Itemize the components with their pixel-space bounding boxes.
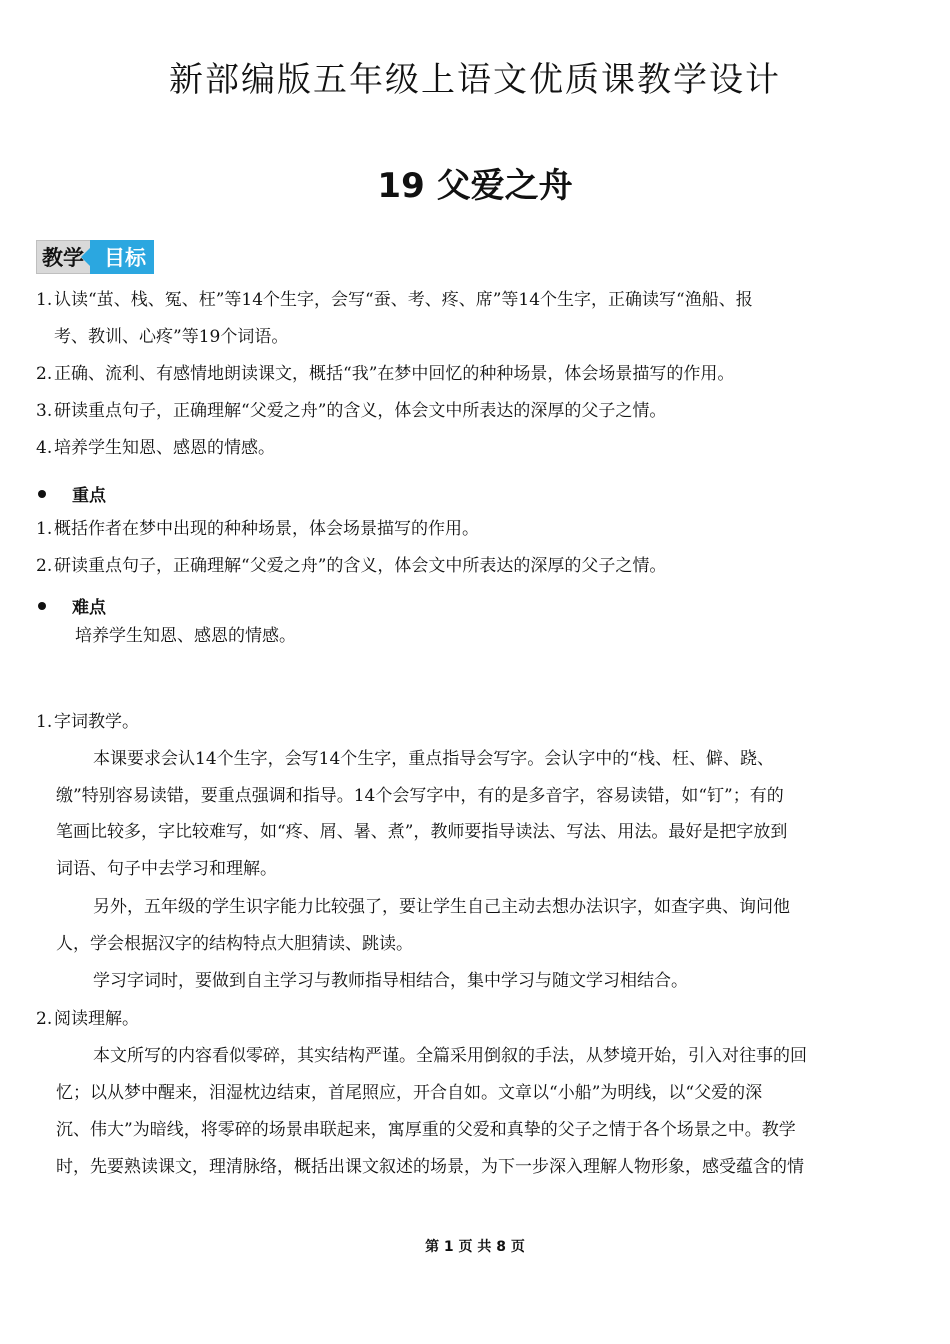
paragraph-line: 本文所写的内容看似零碎，其实结构严谨。全篇采用倒叙的手法，从梦境开始，引入对往事的回 bbox=[93, 1046, 807, 1066]
paragraph-line: 笔画比较多，字比较难写，如“疼、屑、暑、煮”，教师要指导读法、写法、用法。最好是把字放到 bbox=[56, 822, 788, 842]
objective-number: 2. bbox=[36, 364, 53, 384]
paragraph-line: 缴”特别容易读错，要重点强调和指导。14个会写字中，有的是多音字，容易读错，如“钉”；有的 bbox=[56, 786, 784, 806]
page-title: 新部编版五年级上语文优质课教学设计 bbox=[169, 60, 781, 100]
objective-line: 培养学生知恩、感恩的情感。 bbox=[54, 438, 275, 458]
teaching-objectives-badge bbox=[36, 240, 154, 274]
objective-line: 认读“茧、栈、冤、枉”等14个生字，会写“蚕、考、疼、席”等14个生字，正确读写“渔船、报 bbox=[54, 290, 753, 310]
section-number: 1. bbox=[36, 712, 53, 732]
paragraph-line: 人，学会根据汉字的结构特点大胆猜读、跳读。 bbox=[56, 934, 413, 954]
lesson-title: 19 父爱之舟 bbox=[377, 166, 573, 206]
objective-number: 1. bbox=[36, 290, 53, 310]
key-point-text: 研读重点句子，正确理解“父爱之舟”的含义，体会文中所表达的深厚的父子之情。 bbox=[54, 556, 667, 576]
objective-line: 考、教训、心疼”等19个词语。 bbox=[54, 327, 289, 347]
objective-line: 正确、流利、有感情地朗读课文，概括“我”在梦中回忆的种种场景，体会场景描写的作用。 bbox=[54, 364, 735, 384]
paragraph-line: 学习字词时，要做到自主学习与教师指导相结合，集中学习与随文学习相结合。 bbox=[93, 971, 688, 991]
bullet-icon bbox=[38, 602, 46, 610]
key-points-heading bbox=[38, 481, 106, 506]
key-points-label: 重点 bbox=[72, 486, 106, 506]
badge-left-label: 教学 bbox=[36, 240, 90, 274]
paragraph-line: 本课要求会认14个生字，会写14个生字，重点指导会写字。会认字中的“栈、枉、僻、跷、 bbox=[93, 749, 774, 769]
section-heading: 字词教学。 bbox=[54, 712, 139, 732]
page-footer: 第 1 页 共 8 页 bbox=[425, 1239, 525, 1255]
paragraph-line: 词语、句子中去学习和理解。 bbox=[56, 859, 277, 879]
section-heading: 阅读理解。 bbox=[54, 1009, 139, 1029]
paragraph-line: 沉、伟大”为暗线，将零碎的场景串联起来，寓厚重的父爱和真挚的父子之情于各个场景之中。教学 bbox=[56, 1120, 796, 1140]
objective-line: 研读重点句子，正确理解“父爱之舟”的含义，体会文中所表达的深厚的父子之情。 bbox=[54, 401, 667, 421]
key-point-number: 1. bbox=[36, 519, 53, 539]
objective-number: 3. bbox=[36, 401, 53, 421]
section-number: 2. bbox=[36, 1009, 53, 1029]
badge-right-label: 目标 bbox=[90, 240, 154, 274]
paragraph-line: 另外，五年级的学生识字能力比较强了，要让学生自己主动去想办法识字，如查字典、询问他 bbox=[93, 897, 790, 917]
difficulties-heading bbox=[38, 593, 106, 618]
key-point-text: 概括作者在梦中出现的种种场景，体会场景描写的作用。 bbox=[54, 519, 479, 539]
paragraph-line: 时，先要熟读课文，理清脉络，概括出课文叙述的场景，为下一步深入理解人物形象，感受蕴含的情 bbox=[56, 1157, 804, 1177]
objective-number: 4. bbox=[36, 438, 53, 458]
difficulties-label: 难点 bbox=[72, 598, 106, 618]
difficulty-text: 培养学生知恩、感恩的情感。 bbox=[75, 626, 296, 646]
paragraph-line: 忆；以从梦中醒来，泪湿枕边结束，首尾照应，开合自如。文章以“小船”为明线，以“父爱的深 bbox=[56, 1083, 763, 1103]
bullet-icon bbox=[38, 490, 46, 498]
key-point-number: 2. bbox=[36, 556, 53, 576]
